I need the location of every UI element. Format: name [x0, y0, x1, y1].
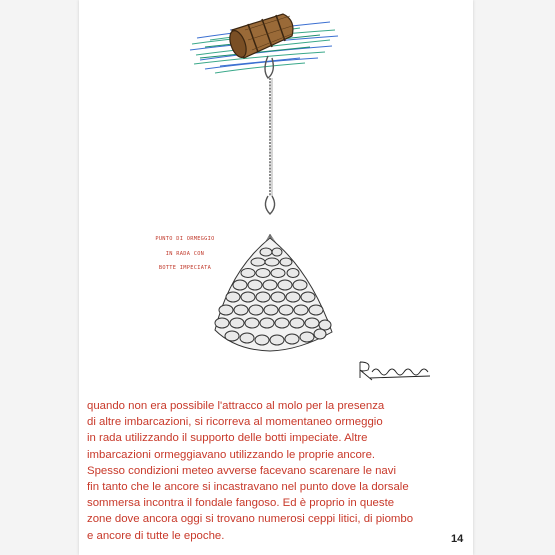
body-line: sommersa incontra il fondale fangoso. Ed è proprio in queste: [87, 497, 395, 510]
illustration-caption: [142, 229, 228, 272]
caption-line: PUNTO DI ORMEGGIO: [155, 236, 215, 243]
caption-line: IN RADA CON: [165, 250, 205, 257]
body-line: imbarcazioni ormeggiavano utilizzando le proprie ancore.: [87, 448, 376, 461]
body-line: di altre imbarcazioni, si ricorreva al momentaneo ormeggio: [87, 416, 383, 429]
body-line: fin tanto che le ancore si incastravano nel punto dove la dorsale: [87, 481, 409, 494]
body-paragraph: [87, 398, 467, 544]
artist-signature: [360, 362, 430, 380]
stone-bundle: [215, 238, 332, 351]
page-number: 14: [451, 533, 464, 545]
mooring-rope: [265, 56, 275, 214]
body-line: quando non era possibile l'attracco al molo per la presenza: [87, 400, 385, 412]
body-line: in rada utilizzando il supporto delle botti impeciate. Altre: [87, 432, 368, 445]
body-line: e ancore di tutte le epoche.: [87, 529, 225, 542]
caption-line: BOTTE IMPECIATA: [158, 265, 212, 272]
body-line: zone dove ancora oggi si trovano numerosi ceppi litici, di piombo: [87, 513, 414, 526]
body-line: Spesso condizioni meteo avverse facevano scarenare le navi: [87, 464, 396, 477]
